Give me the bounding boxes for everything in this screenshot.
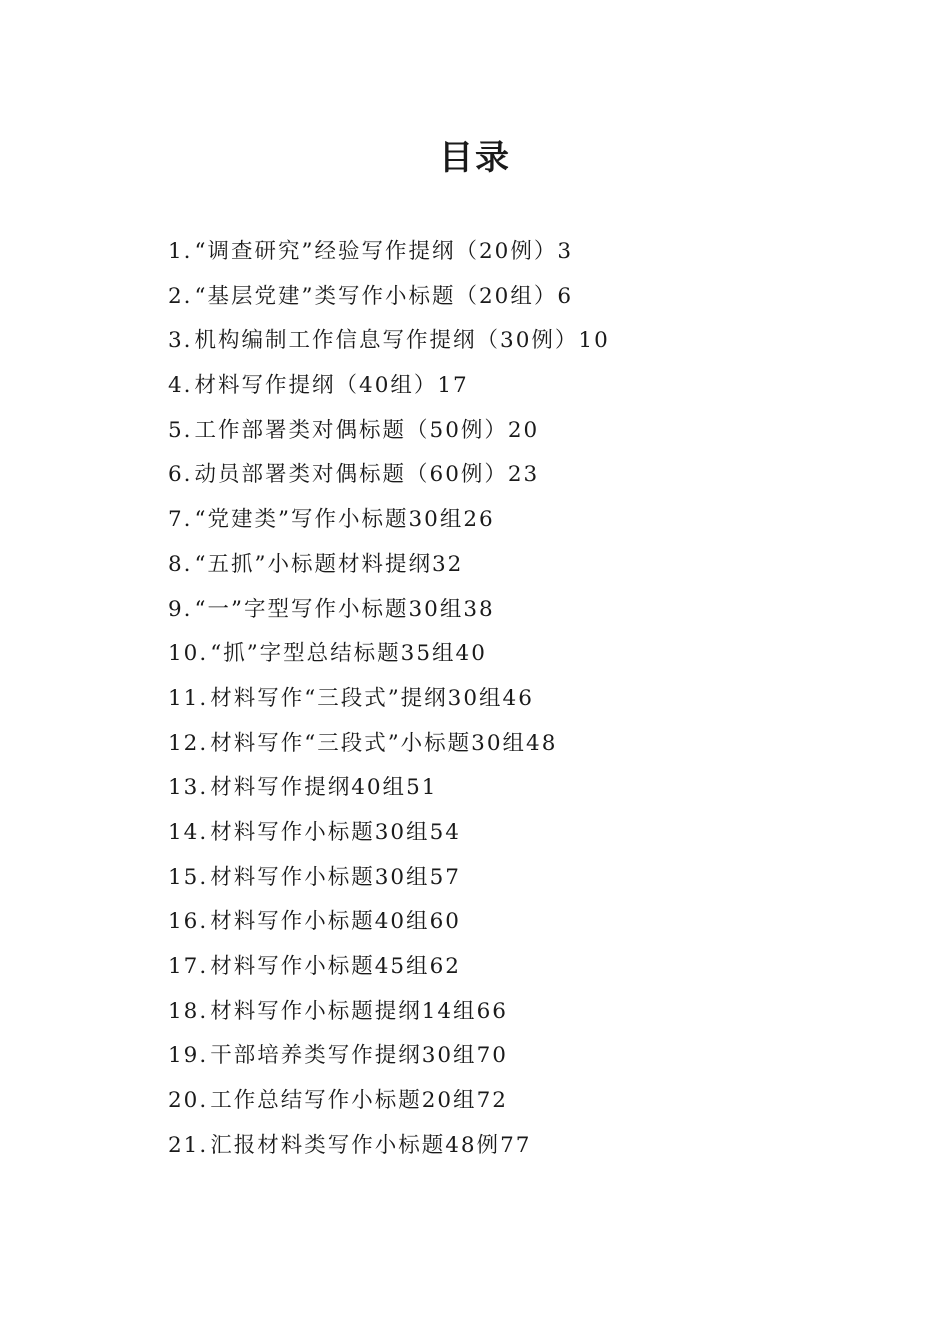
toc-entry[interactable]	[168, 811, 888, 856]
toc-entry-page-number: 26	[463, 507, 495, 533]
toc-entry-title: “一”字型写作小标题30组	[194, 596, 464, 622]
toc-entry[interactable]	[168, 364, 888, 409]
toc-entry-number: 4.	[168, 373, 193, 399]
toc-entry-page-number: 54	[429, 819, 461, 845]
toc-entry-number: 8.	[168, 551, 193, 577]
toc-entry-title: 材料写作“三段式”小标题30组	[210, 730, 527, 756]
toc-entry-number: 11.	[168, 685, 209, 711]
toc-entry-page-number: 70	[476, 1043, 508, 1069]
table-of-contents	[168, 230, 888, 1168]
toc-entry-number: 9.	[168, 596, 193, 622]
toc-entry-page-number: 57	[429, 864, 461, 890]
toc-entry-number: 10.	[168, 641, 209, 667]
toc-entry-number: 16.	[168, 909, 209, 935]
toc-entry-title: 工作部署类对偶标题（50例）	[194, 417, 508, 443]
toc-entry[interactable]	[168, 1079, 888, 1124]
toc-entry[interactable]	[168, 677, 888, 722]
toc-entry[interactable]	[168, 1124, 888, 1169]
toc-entry-page-number: 3	[557, 239, 574, 264]
toc-entry-number: 19.	[168, 1043, 209, 1069]
toc-entry[interactable]	[168, 319, 888, 364]
toc-entry-title: “基层党建”类写作小标题（20组）	[194, 283, 558, 309]
toc-entry-page-number: 40	[455, 641, 487, 667]
toc-entry-number: 15.	[168, 864, 209, 890]
toc-entry[interactable]	[168, 990, 888, 1035]
toc-entry-page-number: 77	[500, 1132, 532, 1158]
toc-entry-number: 2.	[168, 283, 193, 309]
toc-entry[interactable]	[168, 409, 888, 454]
toc-entry-title: 工作总结写作小标题20组	[210, 1088, 477, 1114]
toc-entry-page-number: 17	[437, 373, 469, 399]
toc-entry-number: 6.	[168, 462, 193, 488]
toc-entry-page-number: 51	[406, 775, 438, 801]
toc-entry-page-number: 23	[507, 462, 540, 488]
page-title: 目录	[439, 138, 511, 178]
toc-entry-page-number: 20	[507, 417, 540, 443]
toc-entry-number: 20.	[168, 1088, 209, 1114]
toc-entry-title: 材料写作小标题30组	[210, 864, 430, 890]
toc-entry[interactable]	[168, 275, 888, 320]
toc-entry-number: 17.	[168, 954, 209, 979]
toc-entry[interactable]	[168, 230, 888, 275]
toc-entry-title: 材料写作“三段式”提纲30组	[210, 685, 503, 711]
toc-entry[interactable]	[168, 900, 888, 945]
toc-entry-page-number: 60	[429, 909, 461, 935]
toc-entry-number: 12.	[168, 730, 209, 756]
toc-entry-title: “调查研究”经验写作提纲（20例）	[194, 239, 558, 264]
toc-entry-page-number: 10	[578, 328, 610, 354]
toc-entry-number: 13.	[168, 775, 209, 801]
toc-entry-page-number: 66	[476, 998, 508, 1024]
toc-entry-page-number: 62	[429, 954, 461, 979]
toc-entry-page-number: 38	[463, 596, 495, 622]
toc-entry[interactable]	[168, 856, 888, 901]
toc-entry-number: 14.	[168, 819, 209, 845]
toc-entry-title: 机构编制工作信息写作提纲（30例）	[194, 328, 579, 354]
toc-entry-page-number: 32	[432, 551, 464, 577]
toc-entry-title: 材料写作小标题提纲14组	[210, 998, 477, 1024]
toc-entry-title: 材料写作小标题40组	[210, 909, 430, 935]
toc-entry-title: 动员部署类对偶标题（60例）	[194, 462, 508, 488]
toc-entry[interactable]	[168, 632, 888, 677]
toc-entry-title: 干部培养类写作提纲30组	[210, 1043, 477, 1069]
toc-entry-number: 1.	[168, 239, 193, 264]
toc-entry-number: 7.	[168, 507, 193, 533]
toc-entry-page-number: 46	[502, 685, 534, 711]
toc-entry-title: 材料写作提纲（40组）	[194, 373, 438, 399]
toc-entry-page-number: 6	[557, 283, 574, 309]
toc-entry-title: “党建类”写作小标题30组	[194, 507, 464, 533]
toc-entry-number: 18.	[168, 998, 209, 1024]
toc-entry-title: 材料写作提纲40组	[210, 775, 407, 801]
toc-entry-number: 3.	[168, 328, 193, 354]
toc-entry[interactable]	[168, 945, 888, 990]
toc-entry-page-number: 72	[476, 1088, 508, 1114]
toc-entry[interactable]	[168, 722, 888, 767]
toc-entry-title: 汇报材料类写作小标题48例	[210, 1132, 501, 1158]
toc-entry[interactable]	[168, 766, 888, 811]
toc-entry[interactable]	[168, 1034, 888, 1079]
toc-entry-title: 材料写作小标题45组	[210, 954, 430, 979]
toc-entry-number: 5.	[168, 417, 193, 443]
toc-entry-title: “五抓”小标题材料提纲	[194, 551, 432, 577]
toc-entry[interactable]	[168, 588, 888, 633]
toc-entry-title: “抓”字型总结标题35组	[210, 641, 456, 667]
toc-entry[interactable]	[168, 498, 888, 543]
toc-entry[interactable]	[168, 543, 888, 588]
toc-entry-title: 材料写作小标题30组	[210, 819, 430, 845]
toc-entry-number: 21.	[168, 1132, 209, 1158]
toc-entry-page-number: 48	[526, 730, 558, 756]
toc-entry[interactable]	[168, 453, 888, 498]
